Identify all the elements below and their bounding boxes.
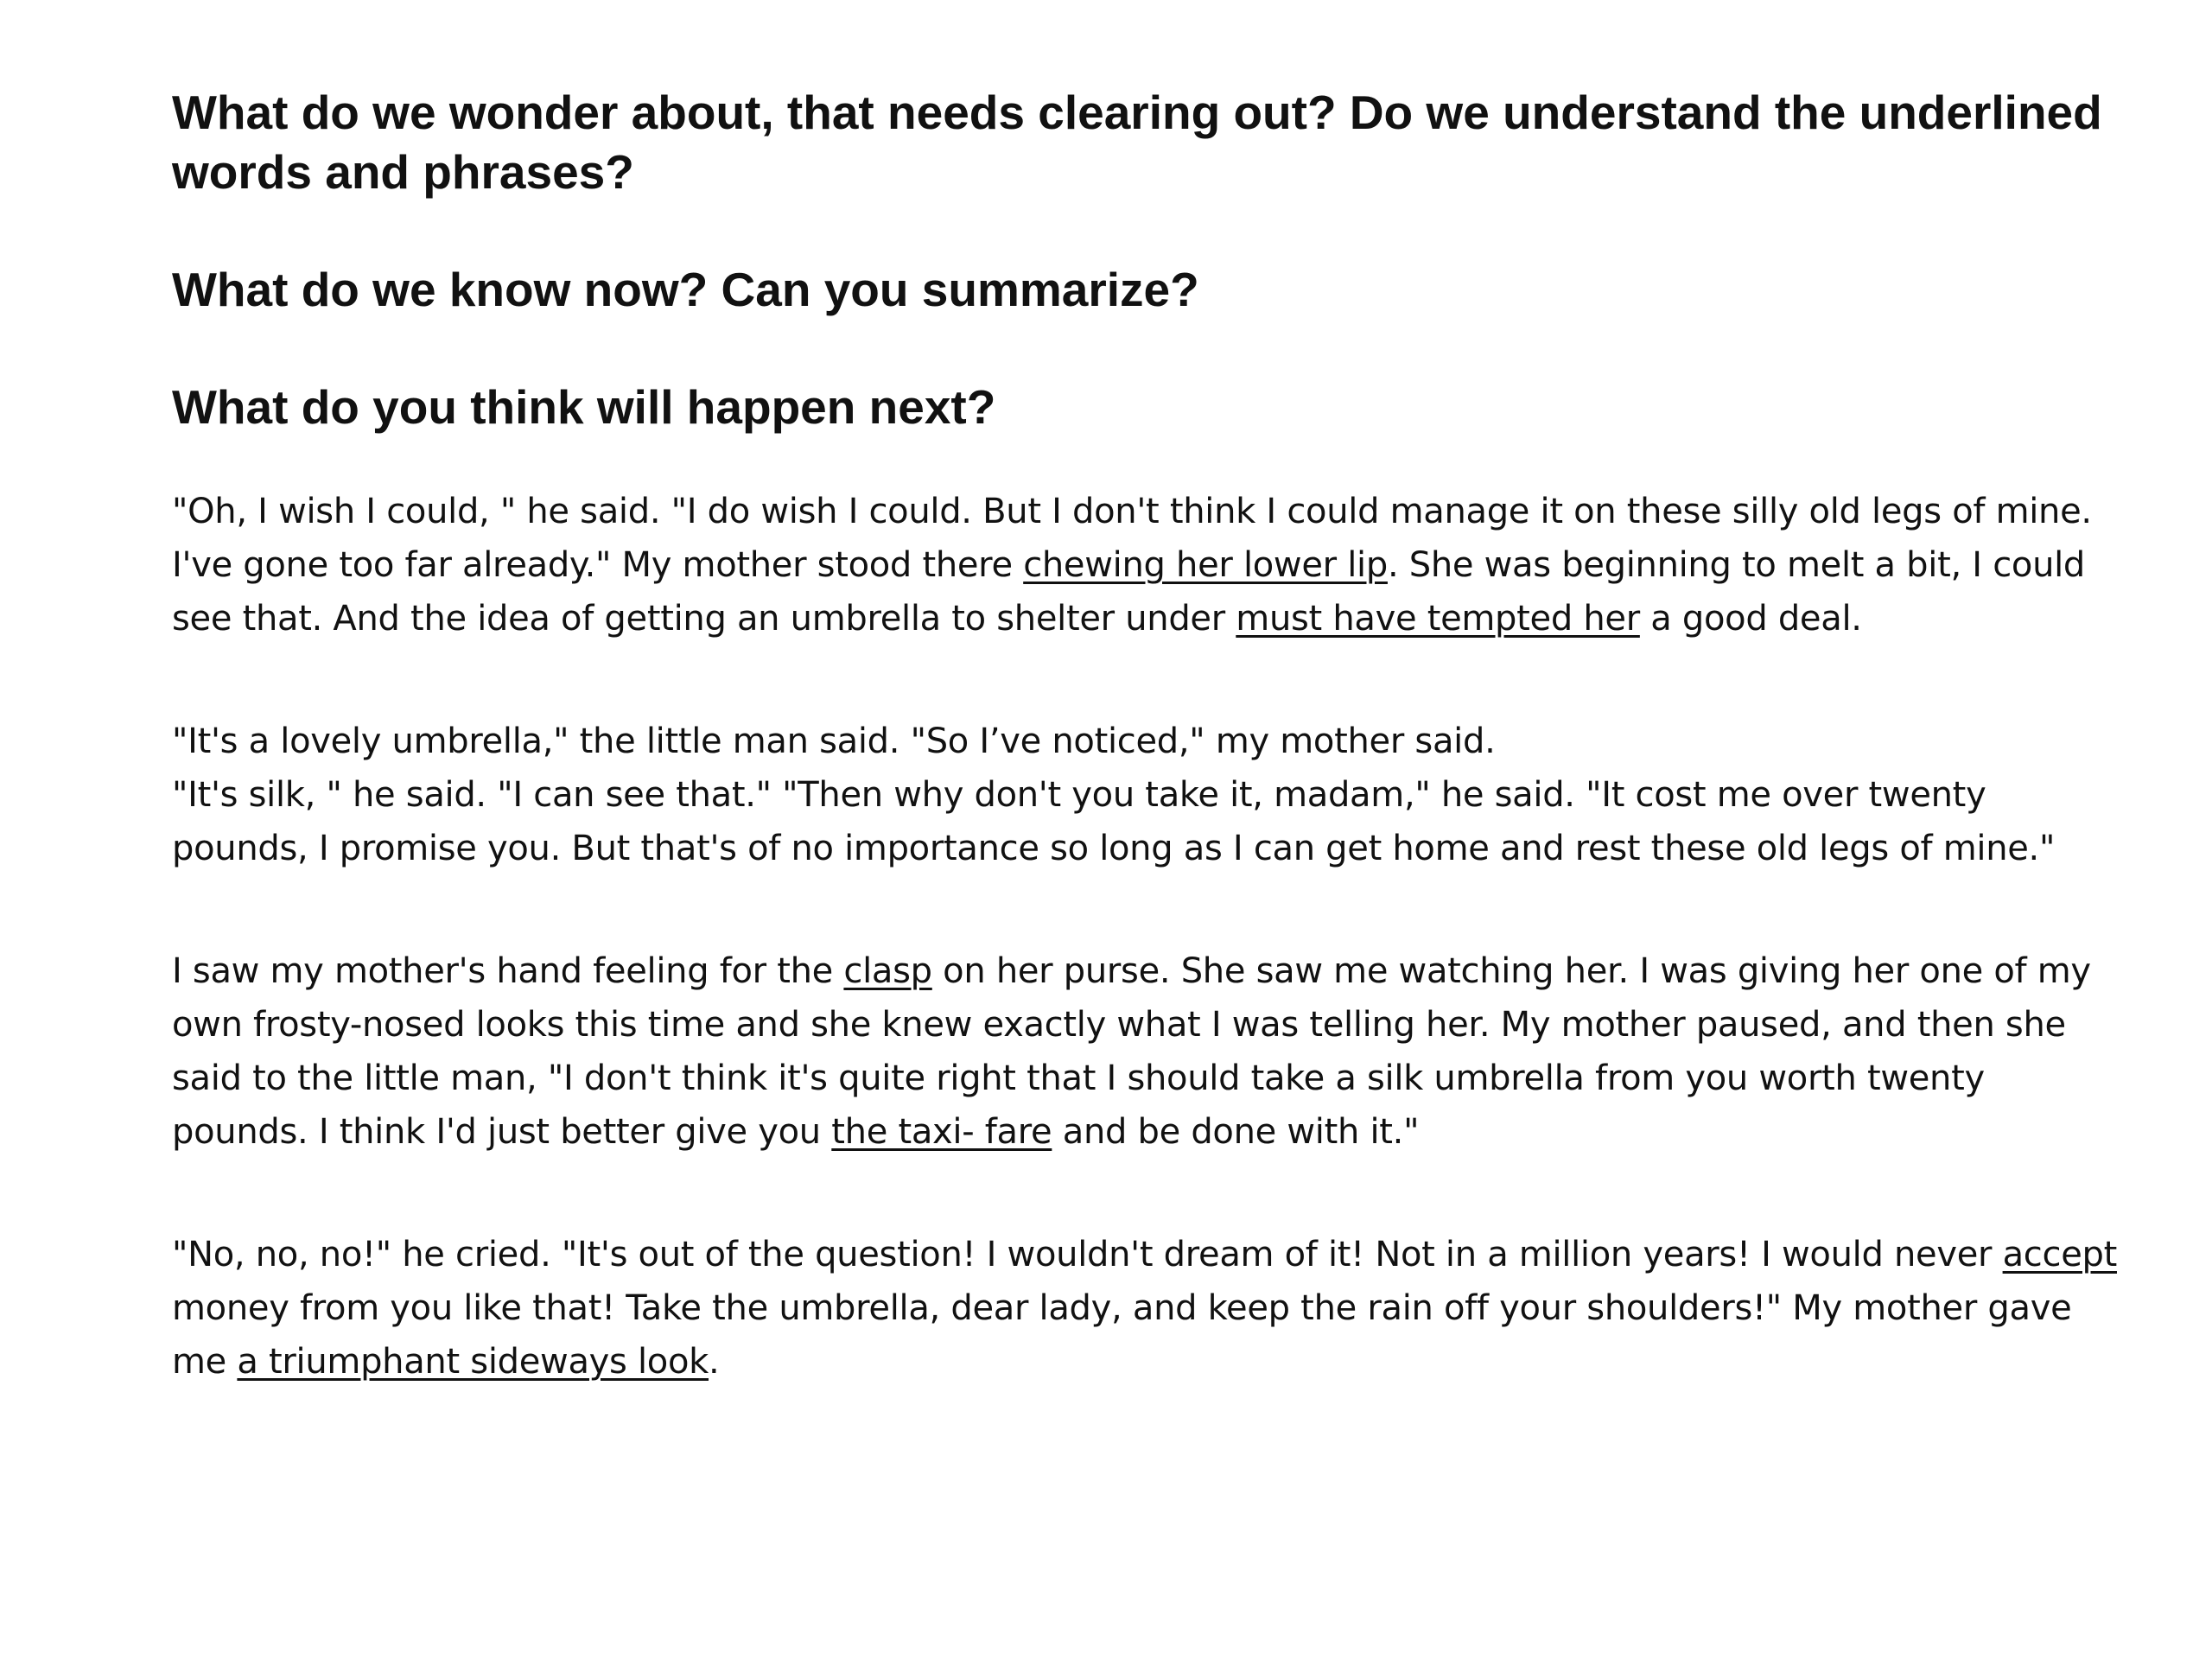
paragraph-text: on her purse. She saw me watching her. I was giving her one of my own frosty-nosed looks this time and she knew exactly what I was telling her. My mother paused, and then she said to the little man, "I don't think it's quite right that I should take a silk umbrella from you worth twenty pounds. I think I'd just better give you — [172, 951, 2091, 1152]
question-predict: What do you think will happen next? — [172, 380, 996, 434]
underlined-phrase: the taxi- fare — [831, 1112, 1052, 1152]
paragraph-text: and be done with it." — [1052, 1112, 1420, 1152]
underlined-phrase: a triumphant sideways look — [237, 1342, 709, 1382]
paragraph-text: "Oh, I wish I could, " he said. "I do wish I could. But I don't think I could manage it on these silly old legs of mine. I've gone too far already." My mother stood there — [172, 492, 2092, 585]
underlined-phrase: clasp — [843, 951, 932, 991]
paragraph-text: a good deal. — [1639, 599, 1862, 639]
question-clarify: What do we wonder about, that needs clearing out? Do we understand the underlined words and phrases? — [172, 86, 2102, 199]
underlined-phrase: chewing her lower lip — [1023, 545, 1388, 585]
paragraph-text: . — [709, 1342, 720, 1382]
paragraph-text: "No, no, no!" he cried. "It's out of the question! I wouldn't dream of it! Not in a million years! I would never — [172, 1235, 2003, 1274]
story-paragraph-3 — [172, 944, 2125, 1159]
question-summarize: What do we know now? Can you summarize? — [172, 263, 1199, 316]
underlined-phrase: must have tempted her — [1236, 599, 1640, 639]
story-paragraph-1 — [172, 485, 2125, 645]
story-paragraph-4 — [172, 1228, 2125, 1389]
story-paragraph-2 — [172, 715, 2125, 875]
paragraph-text: I saw my mother's hand feeling for the — [172, 951, 844, 991]
paragraph-line: "It's silk, " he said. "I can see that." "Then why don't you take it, madam," he said. "It cost me over twenty pounds, I promise you. But that's of no importance so long as I can get home and rest these old legs of mine." — [172, 775, 2056, 868]
paragraph-text: money from you like that! Take the umbrella, dear lady, and keep the rain off your shoulders!" My mother gave me — [172, 1288, 2072, 1382]
paragraph-line: "It's a lovely umbrella," the little man said. "So I’ve noticed," my mother said. — [172, 721, 1496, 761]
paragraph-text: . She was beginning to melt a bit, I could see that. And the idea of getting an umbrella to shelter under — [172, 545, 2086, 639]
underlined-phrase: accept — [2002, 1235, 2117, 1274]
document-page — [172, 83, 2125, 1389]
